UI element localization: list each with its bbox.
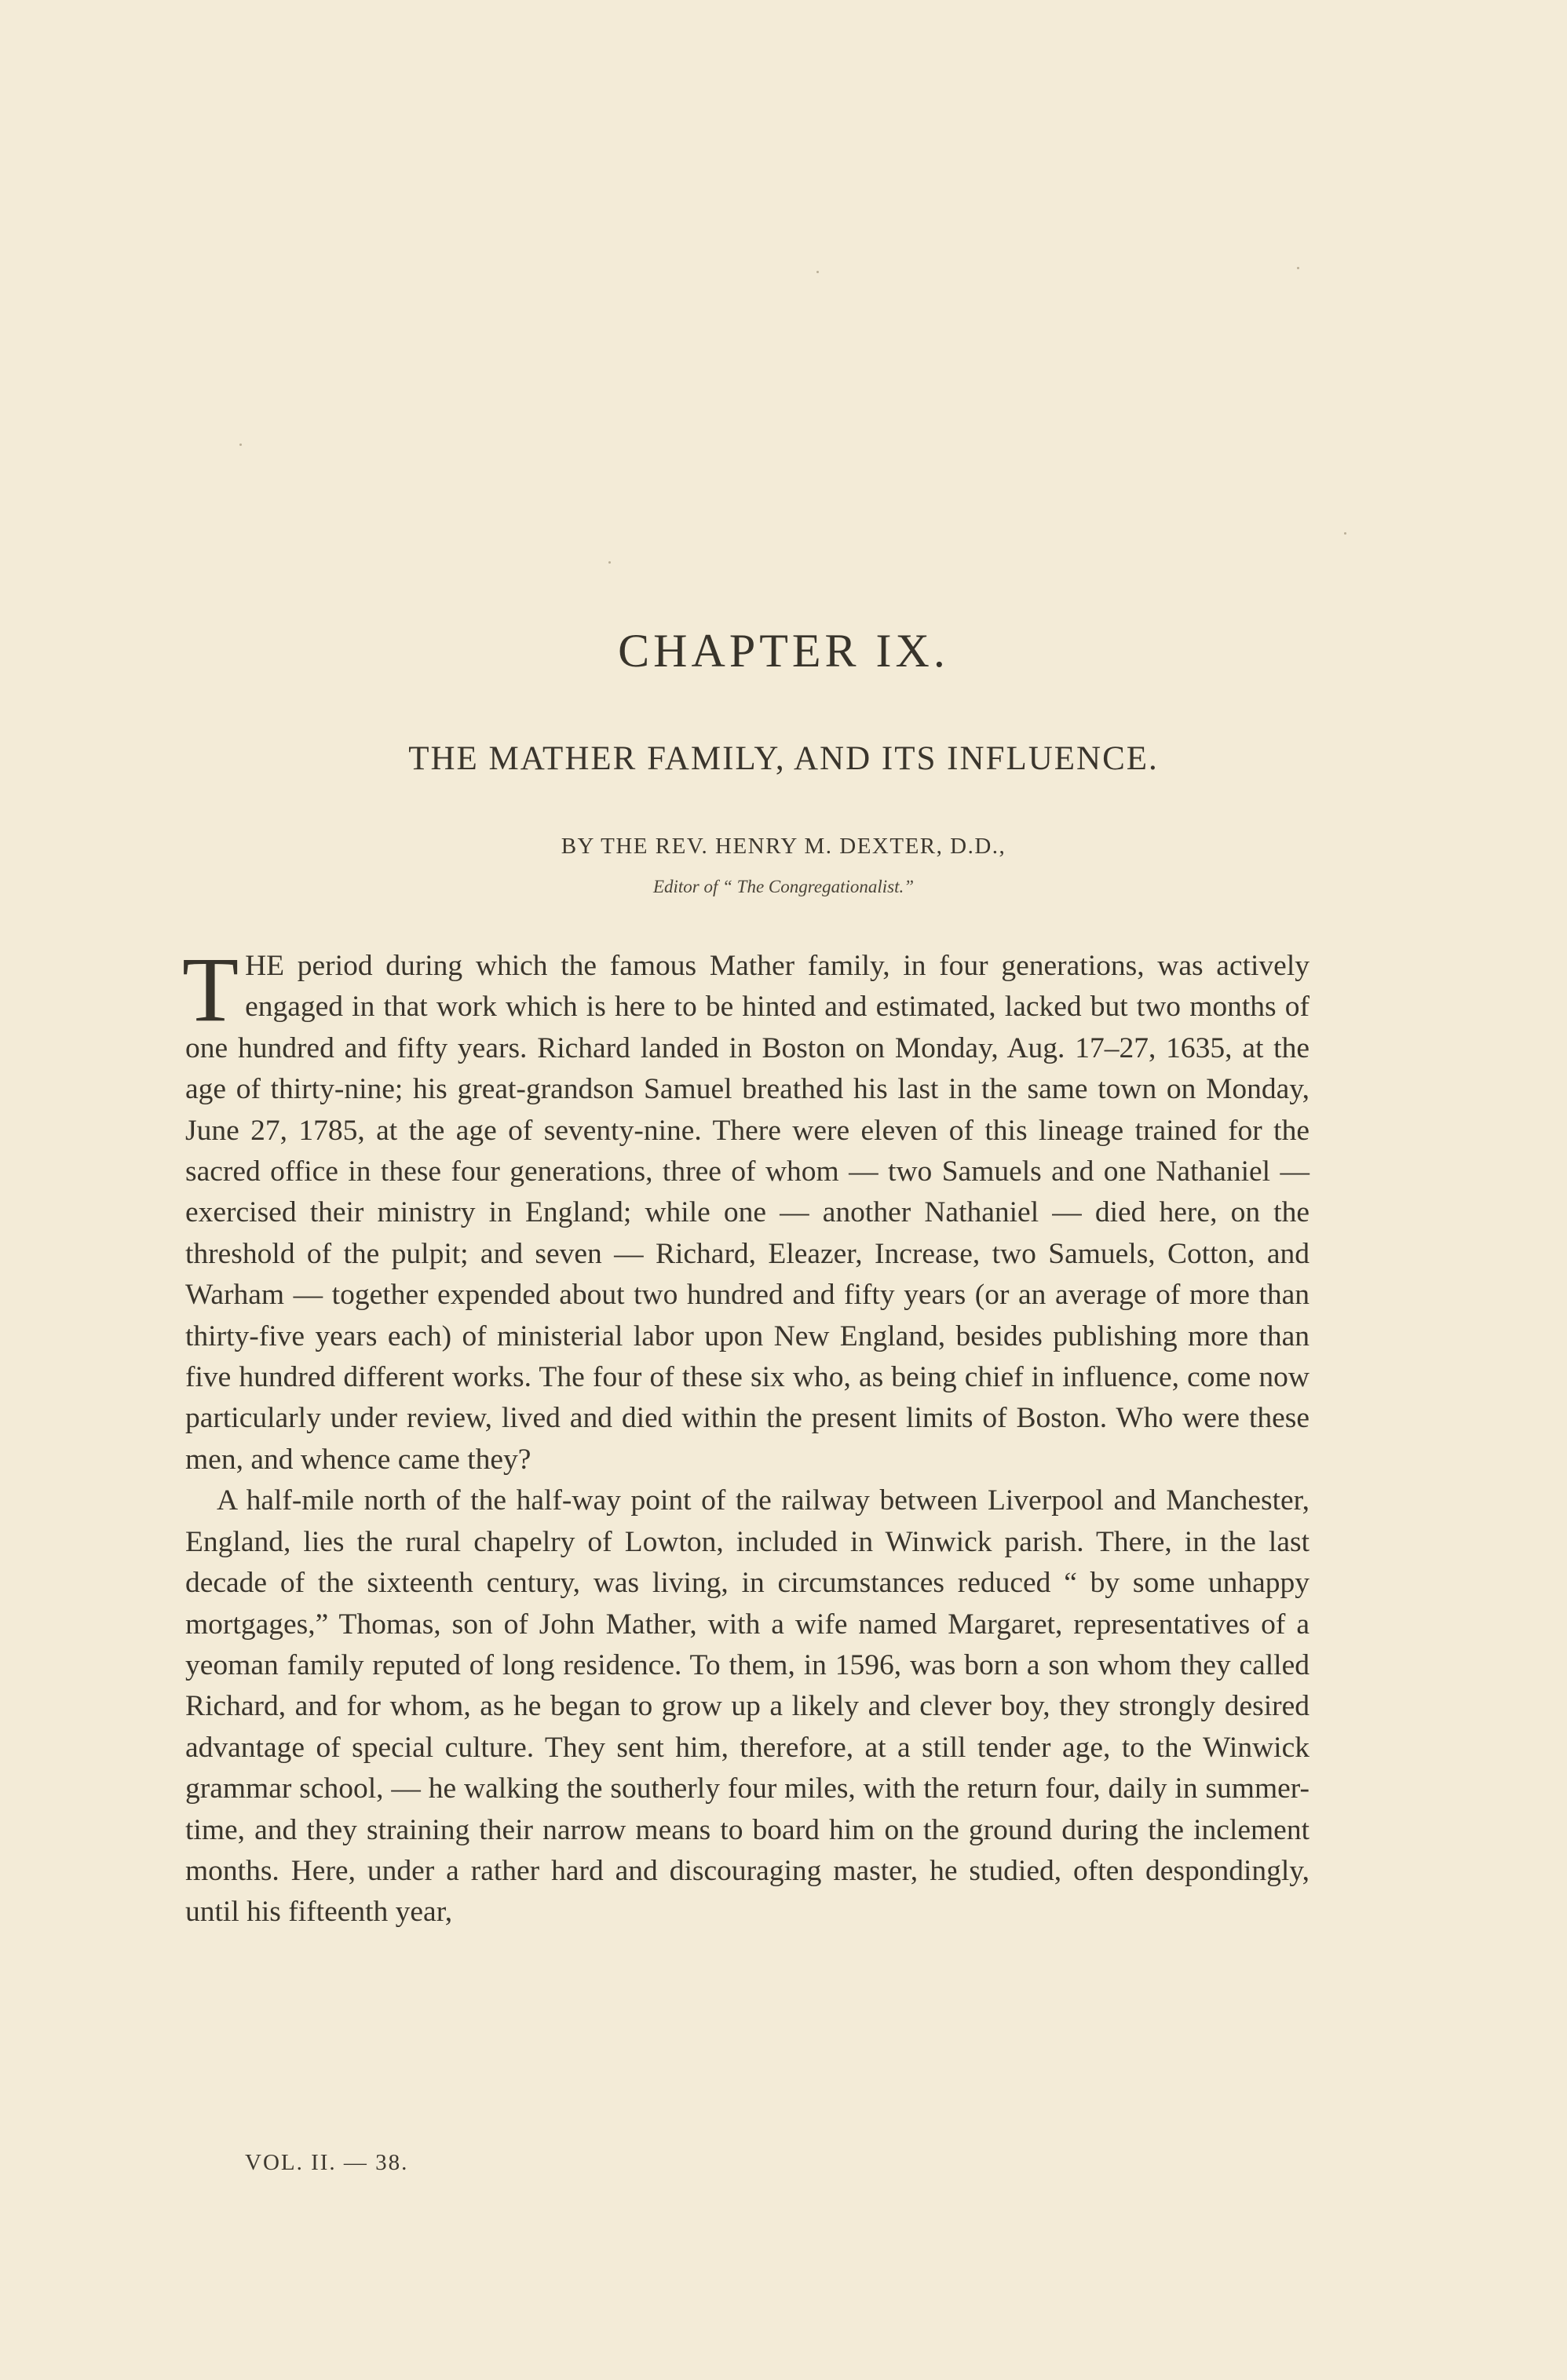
- signature-mark: VOL. II. — 38.: [245, 2150, 409, 2175]
- paragraph-text: HE period during which the famous Mather family, in four generations, was actively engaged in that work which is here to be hinted and estimated, lacked but two months of one hundred and fifty years. Richard landed in Boston on Monday, Aug. 17–27, 1635, at the age of thirty-nine; his great-grandson Samuel breathed his last in the same town on Monday, June 27, 1785, at the age of seventy-nine. There were eleven of this lineage trained for the sacred office in these four generations, three of whom — two Samuels and one Nathaniel — exercised their ministry in England; while one — another Nathaniel — died here, on the threshold of the pulpit; and seven — Richard, Eleazer, Increase, two Samuels, Cotton, and Warham — together expended about two hundred and fifty years (or an average of more than thirty-five years each) of ministerial labor upon New England, besides publishing more than five hundred different works. The four of these six who, as being chief in influence, come now particularly under review, lived and died within the present limits of Boston. Who were these men, and whence came they?: [185, 950, 1309, 1476]
- paragraph: [182, 938, 1309, 1480]
- chapter-title: THE MATHER FAMILY, AND ITS INFLUENCE.: [408, 740, 1159, 777]
- drop-cap: T: [182, 938, 239, 1041]
- paper-speck: [1344, 532, 1346, 535]
- author-affiliation: Editor of “ The Congregationalist.”: [652, 877, 915, 896]
- paragraph: A half-mile north of the half-way point of the railway between Liverpool and Manchester, England, lies the rural chapelry of Lowton, included in Winwick parish. There, in the last decade of the sixteenth century, was living, in circumstances reduced “ by some unhappy mortgages,” Thomas, son of John Mather, with a wife named Margaret, representatives of a yeoman family reputed of long residence. To them, in 1596, was born a son whom they called Richard, and for whom, as he began to grow up a likely and clever boy, they strongly desired advantage of special culture. They sent him, therefore, at a still tender age, to the Winwick grammar school, — he walking the southerly four miles, with the return four, daily in summer-time, and they straining their narrow means to board him on the ground during the inclement months. Here, under a rather hard and discouraging master, he studied, often despondingly, until his fifteenth year,: [185, 1484, 1309, 1929]
- paper-speck: [239, 444, 242, 446]
- paper-speck: [816, 271, 819, 273]
- author-byline: BY THE REV. HENRY M. DEXTER, D.D.,: [561, 834, 1006, 859]
- body-text: [182, 938, 1309, 1933]
- chapter-heading: CHAPTER IX.: [618, 625, 949, 677]
- paper-speck: [1297, 267, 1299, 269]
- paper-speck: [608, 561, 611, 564]
